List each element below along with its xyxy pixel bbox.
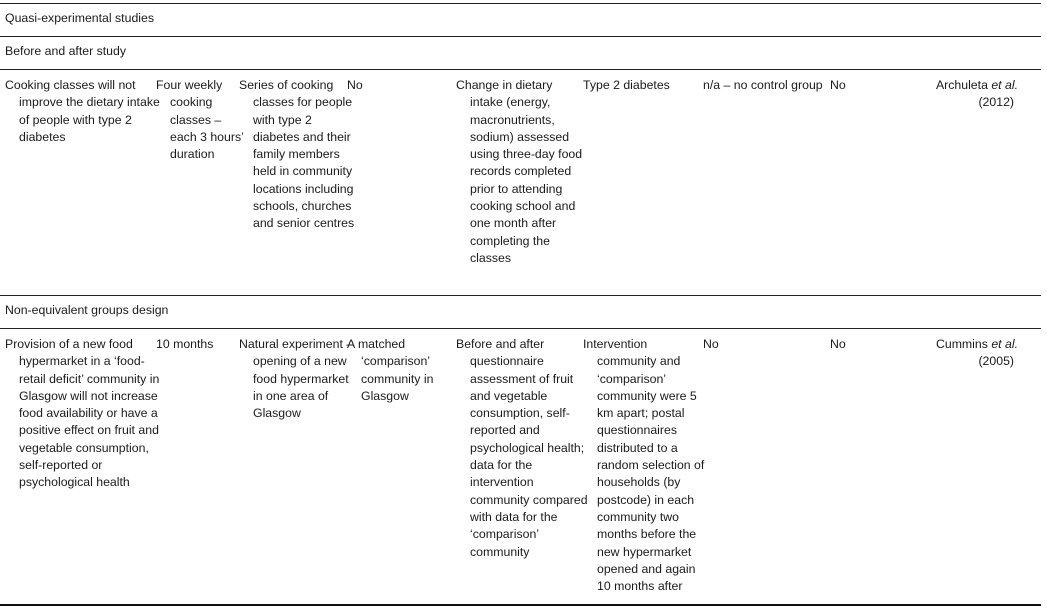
cell-control: No <box>347 78 363 92</box>
cell-outcome: Change in dietary intake (energy, macronutrients, sodium) assessed using three-day food records completed prior to attending cooking school and one month after completing the classes <box>456 78 583 265</box>
rule-top <box>0 3 1041 4</box>
rule-bottom <box>0 604 1041 606</box>
cell-duration: Four weekly cooking classes – each 3 hours’ duration <box>156 78 244 162</box>
ref-etal: et al. <box>991 78 1018 92</box>
cell-hypothesis: Provision of a new food hypermarket in a ‘food-retail deficit’ community in Glasgow will not increase food availability or have a positive effect on fruit and vegetable consumption, self-reported or psychological health <box>5 337 160 490</box>
cell-contamination: n/a – no control group <box>703 78 823 92</box>
ref-author: Archuleta <box>935 78 988 92</box>
section-label-before-after: Before and after study <box>5 44 126 58</box>
cell-hypothesis: Cooking classes will not improve the dietary intake of people with type 2 diabetes <box>5 78 160 144</box>
ref-etal: et al. <box>991 337 1018 351</box>
section-label-quasi: Quasi-experimental studies <box>5 11 154 25</box>
ref-year: (2005) <box>978 354 1014 369</box>
cell-intervention: Natural experiment – opening of a new food hypermarket in one area of Glasgow <box>239 337 354 421</box>
cell-other: No <box>830 337 846 351</box>
rule <box>0 69 1041 70</box>
cell-intervention: Series of cooking classes for people with type 2 diabetes and their family members held in community locations including schools, churches and senior centres <box>239 78 355 231</box>
ref-year: (2012) <box>978 95 1014 110</box>
ref-author: Cummins <box>935 337 988 351</box>
cell-control: A matched ‘comparison’ community in Glasgow <box>347 337 434 403</box>
cell-outcome: Before and after questionnaire assessment of fruit and vegetable consumption, self-reported and psychological health; data for the intervention community compared with data for the ‘comparison’ community <box>456 337 588 559</box>
cell-reference <box>905 77 1018 112</box>
rule <box>0 36 1041 37</box>
section-label-non-equivalent: Non-equivalent groups design <box>5 303 169 317</box>
rule <box>0 328 1041 329</box>
cell-population: Intervention community and ‘comparison’ community were 5 km apart; postal questionnaires distributed to a random selection of households (by postcode) in each community two months before the new hypermarket opened and again 10 months after <box>583 337 705 594</box>
cell-contamination: No <box>703 337 719 351</box>
cell-other: No <box>830 78 846 92</box>
cell-population: Type 2 diabetes <box>583 78 670 92</box>
rule <box>0 295 1041 296</box>
cell-reference <box>905 336 1018 371</box>
cell-duration: 10 months <box>156 337 214 351</box>
